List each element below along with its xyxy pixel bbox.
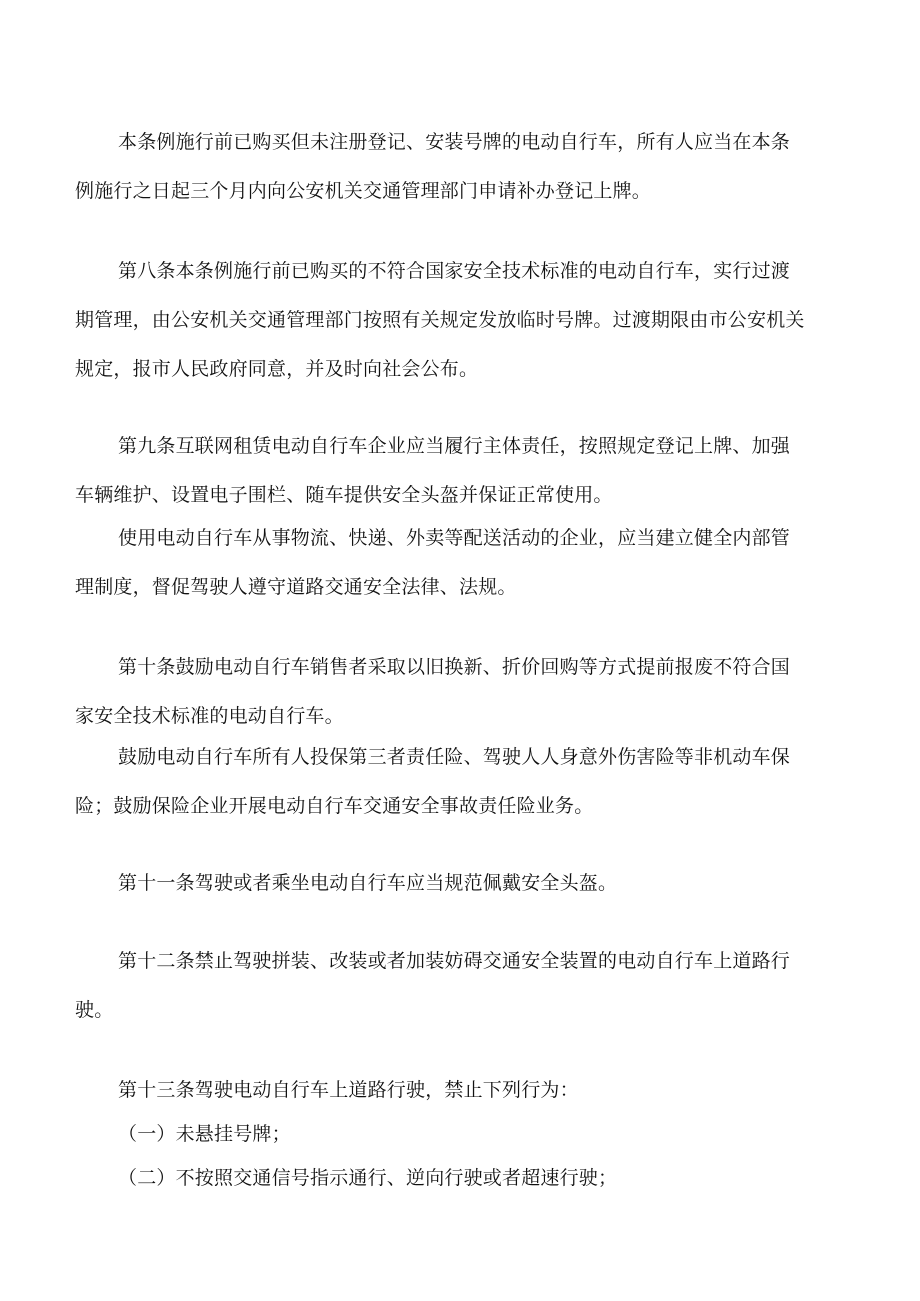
- list-item-2: [118, 1154, 838, 1203]
- paragraph-line: 规定，报市人民政府同意，并及时向社会公布。: [75, 358, 479, 380]
- paragraph-line: 家安全技术标准的电动自行车。: [75, 705, 344, 727]
- paragraph-line: 驶。: [75, 999, 114, 1021]
- paragraph-article-12: [75, 937, 838, 1035]
- paragraph-insurance: [75, 733, 838, 831]
- paragraph-article-11: [118, 859, 838, 908]
- paragraph-delivery-enterprises: [75, 514, 838, 612]
- paragraph-line: 例施行之日起三个月内向公安机关交通管理部门申请补办登记上牌。: [75, 180, 652, 202]
- paragraph-line: 第十条鼓励电动自行车销售者采取以旧换新、折价回购等方式提前报废不符合国: [118, 656, 791, 678]
- paragraph-line: 第十一条驾驶或者乘坐电动自行车应当规范佩戴安全头盔。: [118, 872, 618, 894]
- paragraph-line: 期管理，由公安机关交通管理部门按照有关规定发放临时号牌。过渡期限由市公安机关: [75, 309, 805, 331]
- paragraph-line: 使用电动自行车从事物流、快递、外卖等配送活动的企业，应当建立健全内部管: [118, 527, 791, 549]
- paragraph-article-10: [75, 643, 838, 741]
- paragraph-registration-supplement: [75, 118, 838, 216]
- paragraph-article-9: [75, 422, 838, 520]
- paragraph-line: 第九条互联网租赁电动自行车企业应当履行主体责任，按照规定登记上牌、加强: [118, 435, 791, 457]
- paragraph-article-8: [75, 247, 838, 394]
- paragraph-line: 险；鼓励保险企业开展电动自行车交通安全事故责任险业务。: [75, 795, 594, 817]
- paragraph-line: 车辆维护、设置电子围栏、随车提供安全头盔并保证正常使用。: [75, 484, 613, 506]
- paragraph-line: （二）不按照交通信号指示通行、逆向行驶或者超速行驶；: [118, 1167, 618, 1189]
- paragraph-line: 第十二条禁止驾驶拼装、改装或者加装妨碍交通安全装置的电动自行车上道路行: [118, 950, 791, 972]
- paragraph-line: （一）未悬挂号牌；: [118, 1123, 291, 1145]
- paragraph-line: 第八条本条例施行前已购买的不符合国家安全技术标准的电动自行车，实行过渡: [118, 260, 791, 282]
- paragraph-line: 第十三条驾驶电动自行车上道路行驶，禁止下列行为：: [118, 1079, 579, 1101]
- paragraph-line: 鼓励电动自行车所有人投保第三者责任险、驾驶人人身意外伤害险等非机动车保: [118, 746, 791, 768]
- paragraph-line: 理制度，督促驾驶人遵守道路交通安全法律、法规。: [75, 576, 517, 598]
- paragraph-line: 本条例施行前已购买但未注册登记、安装号牌的电动自行车，所有人应当在本条: [118, 131, 791, 153]
- list-item-1: [118, 1110, 838, 1159]
- paragraph-article-13: [118, 1066, 838, 1115]
